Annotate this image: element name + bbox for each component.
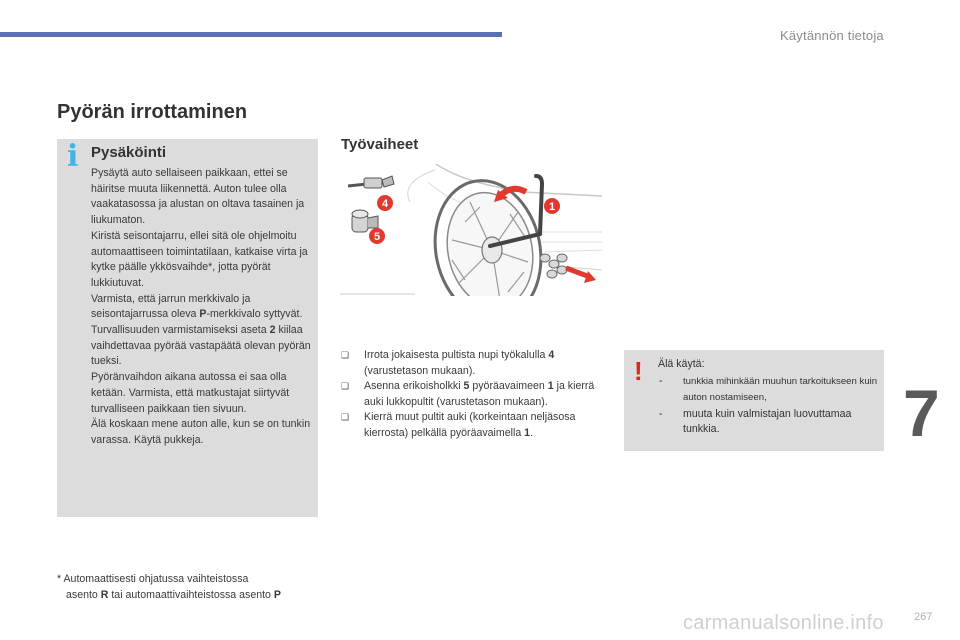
parking-paragraph: Pysäytä auto sellaiseen paikkaan, ettei se häiritse muuta liikennettä. Auton tulee olla vaakatasossa ja alustan on oltava tasainen ja liukumaton. — [91, 167, 305, 227]
step-item: ❑ Asenna erikoisholkki 5 pyöräavaimeen 1 ja kierrä auki lukkopultit (varustetason mukaan). — [341, 380, 595, 408]
parking-paragraph: Älä koskaan mene auton alle, kun se on tunkin varassa. Käytä pukkeja. — [91, 418, 311, 446]
step-item: ❑ Kierrä muut pultit auki (korkeintaan neljäsosa kierrosta) pelkällä pyöräavaimella 1. — [341, 411, 576, 439]
checkbox-bullet-icon: ❑ — [341, 350, 350, 360]
page-number: 267 — [914, 611, 933, 623]
watermark: carmanualsonline.info — [683, 612, 884, 634]
callout-label: 5 — [373, 231, 381, 243]
parking-paragraph: Varmista, että jarrun merkkivalo ja seisontajarrussa oleva P-merkkivalo syttyvät. — [91, 292, 303, 321]
parking-paragraph: Kiristä seisontajarru, ellei sitä ole ohjelmoitu automaattiseen toimintatilaan, katkaise virta ja kytke päälle ykkösvaihde*, jotta pyörät lukkiutuvat. — [91, 229, 308, 289]
page-title: Pyörän irrottaminen — [57, 101, 248, 123]
step-item: ❑ Irrota jokaisesta pultista nupi työkalulla 4 (varustetason mukaan). — [341, 349, 555, 377]
warning-item: - muuta kuin valmistajan luovuttamaa tunkkia. — [659, 408, 852, 435]
chapter-number: 7 — [903, 376, 940, 450]
parking-paragraph: Turvallisuuden varmistamiseksi aseta 2 kiilaa vaihdettavaa pyörää vastapäätä olevan pyörän tueksi. — [91, 324, 311, 368]
parking-heading: Pysäköinti — [91, 144, 167, 161]
callout-label: 1 — [548, 201, 556, 213]
footnote: * Automaattisesti ohjatussa vaihteistossa asento R tai automaattivaihteistossa asento P — [57, 573, 281, 601]
section-name: Käytännön tietoja — [780, 28, 884, 43]
exclamation-icon: ! — [634, 356, 643, 386]
checkbox-bullet-icon: ❑ — [341, 381, 350, 391]
parking-info-box — [57, 139, 318, 517]
warning-title: Älä käytä: — [658, 358, 705, 370]
info-icon: i — [67, 139, 79, 174]
header-bar — [0, 32, 502, 37]
steps-list — [341, 348, 596, 441]
warning-list — [658, 372, 880, 437]
warning-item: - tunkkia mihinkään muuhun tarkoitukseen kuin auton nostamiseen, — [659, 375, 878, 403]
wheel-removal-illustration — [340, 162, 602, 296]
steps-title: Työvaiheet — [341, 136, 419, 153]
checkbox-bullet-icon: ❑ — [341, 412, 350, 422]
warning-box — [624, 350, 884, 451]
parking-body — [91, 166, 313, 449]
callout-label: 4 — [381, 198, 389, 210]
parking-paragraph: Pyöränvaihdon aikana autossa ei saa olla ketään. Varmista, että matkustajat siirtyvät turvalliseen paikkaan tien sivuun. — [91, 371, 290, 415]
